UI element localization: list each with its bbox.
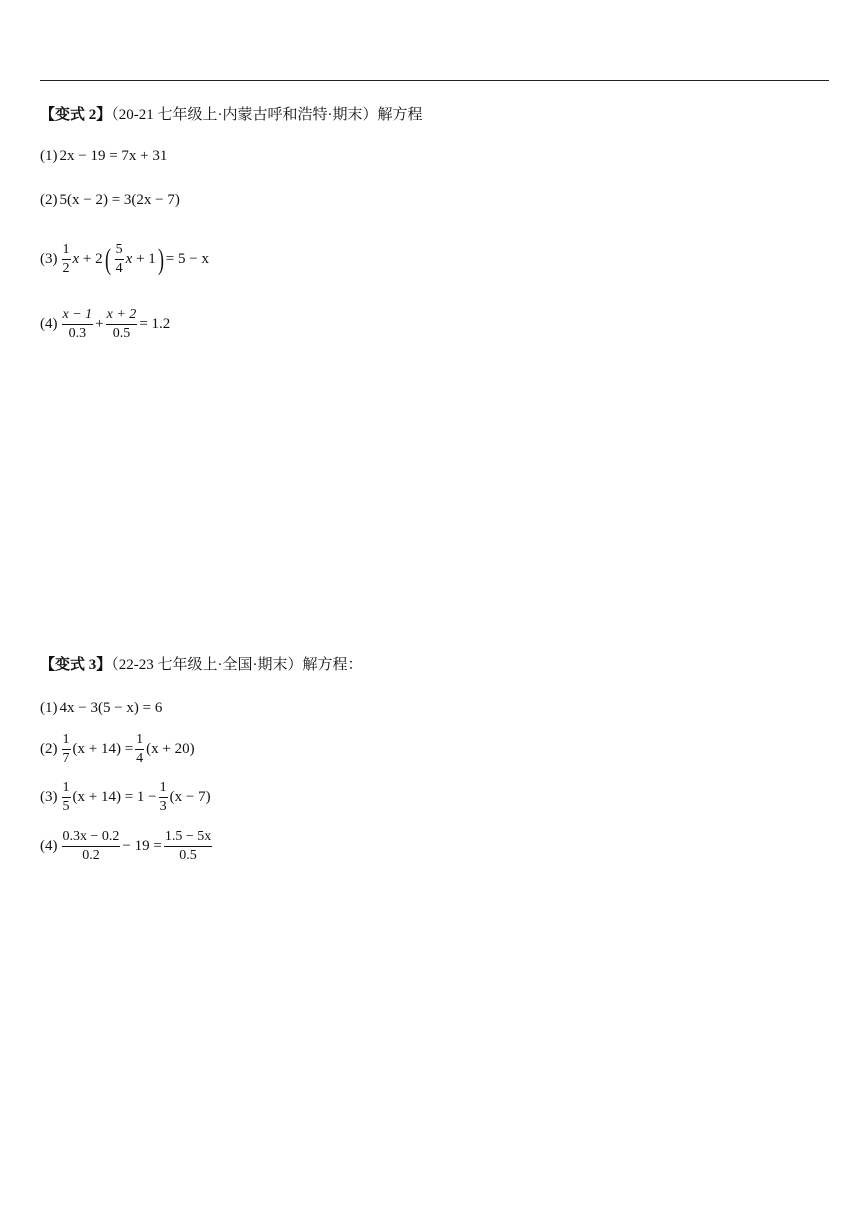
- fraction: [62, 242, 71, 277]
- numerator: 1: [62, 780, 71, 798]
- problem-number: (1): [40, 148, 58, 164]
- fraction: [62, 829, 121, 864]
- section-source: （22-23 七年级上·全国·期末）解方程：: [111, 657, 363, 673]
- equation-3-2: [40, 732, 195, 767]
- section-label: 【变式 3】: [40, 657, 112, 673]
- equation-text: 2x − 19 = 7x + 31: [59, 148, 168, 164]
- fraction: [115, 242, 124, 277]
- equation-mid: (x + 14) = 1 −: [72, 789, 157, 806]
- denominator: 4: [115, 261, 123, 277]
- equation-2-2: [40, 193, 180, 208]
- right-paren: ): [157, 242, 164, 276]
- numerator: x + 2: [106, 307, 138, 325]
- equation-tail: (x + 20): [146, 741, 195, 758]
- header-rule: [40, 80, 829, 81]
- denominator: 7: [62, 751, 70, 767]
- equation-text: 4x − 3(5 − x) = 6: [59, 700, 163, 716]
- numerator: 1: [62, 242, 71, 260]
- fraction: [159, 780, 168, 815]
- problem-number: (2): [40, 741, 58, 758]
- problem-number: (1): [40, 700, 58, 716]
- equation-2-4: [40, 307, 170, 342]
- section-heading-2: [40, 105, 423, 125]
- equation-mid: − 19 =: [122, 838, 162, 855]
- equation-rhs: = 1.2: [139, 316, 171, 333]
- term: + 1: [132, 251, 156, 268]
- var-x: x: [125, 251, 133, 268]
- fraction: [62, 732, 71, 767]
- fraction: [62, 307, 94, 342]
- denominator: 0.5: [112, 326, 131, 342]
- problem-number: (2): [40, 192, 58, 208]
- denominator: 0.5: [179, 848, 197, 864]
- denominator: 0.2: [82, 848, 100, 864]
- numerator: 0.3x − 0.2: [62, 829, 121, 847]
- section-label: 【变式 2】: [40, 107, 112, 123]
- var-x: x: [72, 251, 80, 268]
- fraction: [106, 307, 138, 342]
- plus-sign: +: [95, 316, 104, 333]
- equation-tail: (x − 7): [169, 789, 211, 806]
- problem-number: (4): [40, 838, 58, 855]
- denominator: 4: [136, 751, 144, 767]
- denominator: 3: [159, 799, 167, 815]
- denominator: 5: [62, 799, 70, 815]
- numerator: 5: [115, 242, 124, 260]
- problem-number: (3): [40, 789, 58, 806]
- section-heading-3: [40, 655, 363, 675]
- equation-rhs: = 5 − x: [165, 251, 209, 268]
- equation-2-1: [40, 149, 167, 164]
- term: + 2: [79, 251, 103, 268]
- problem-number: (3): [40, 251, 58, 268]
- section-source: （20-21 七年级上·内蒙古呼和浩特·期末）解方程: [111, 107, 423, 123]
- numerator: x − 1: [62, 307, 94, 325]
- fraction: [164, 829, 212, 864]
- equation-text: 5(x − 2) = 3(2x − 7): [59, 192, 180, 208]
- equation-mid: (x + 14) =: [72, 741, 134, 758]
- equation-3-3: [40, 780, 211, 815]
- denominator: 2: [62, 261, 70, 277]
- equation-3-1: [40, 701, 162, 716]
- problem-number: (4): [40, 316, 58, 333]
- equation-2-3: [40, 242, 209, 277]
- equation-3-4: [40, 829, 214, 864]
- numerator: 1: [135, 732, 144, 750]
- fraction: [62, 780, 71, 815]
- denominator: 0.3: [68, 326, 87, 342]
- numerator: 1: [159, 780, 168, 798]
- numerator: 1: [62, 732, 71, 750]
- numerator: 1.5 − 5x: [164, 829, 212, 847]
- left-paren: (: [104, 242, 111, 276]
- fraction: [135, 732, 144, 767]
